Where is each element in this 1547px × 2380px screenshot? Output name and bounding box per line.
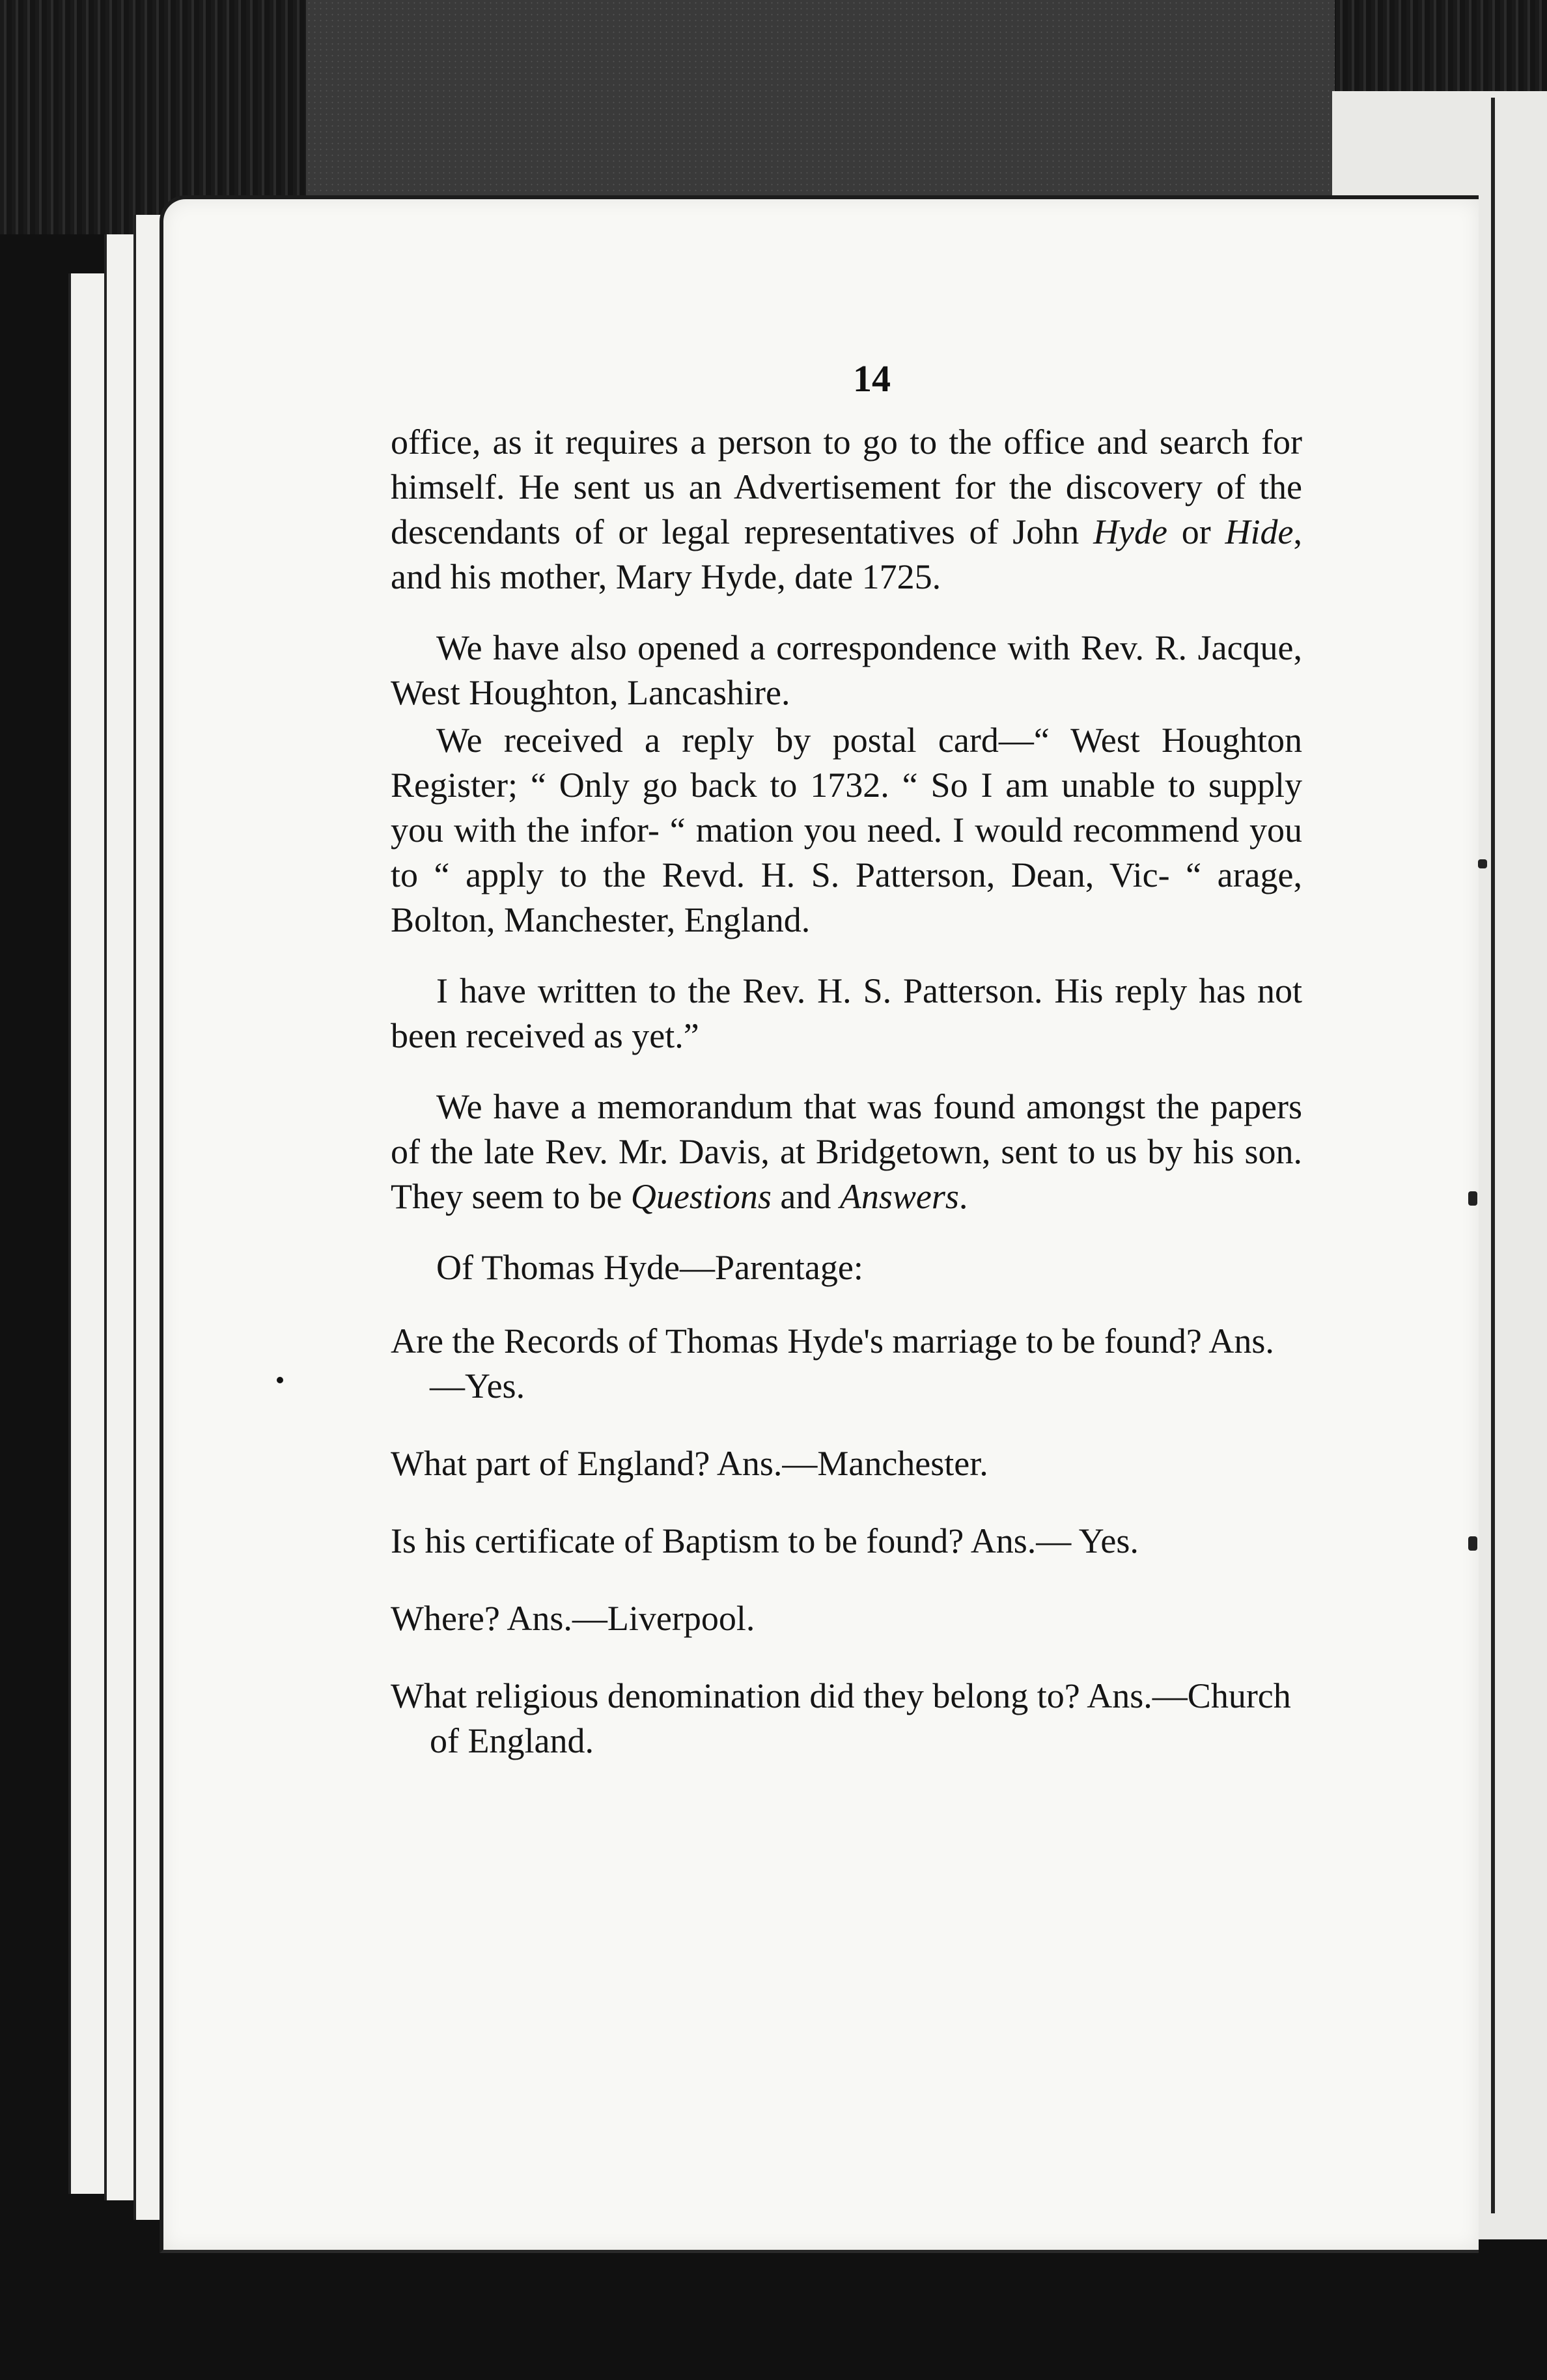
qa-item (391, 1519, 1302, 1564)
qa-item (391, 1674, 1302, 1764)
text-run: Of Thomas Hyde—Parentage: (436, 1248, 863, 1287)
binding-mark (1468, 1191, 1477, 1206)
paragraph (391, 1085, 1302, 1219)
page-gutter-line (1491, 98, 1495, 2213)
qa-item (391, 1319, 1302, 1409)
text-run: I have written to the Rev. H. S. Patterson. His reply has not been received as yet.” (391, 971, 1302, 1055)
page-number: 14 (853, 357, 891, 400)
text-run: We received a reply by postal card—“ West Houghton Register; “ Only go back to 1732. “ So I am unable to supply you with the infor- “ mation you need. I would recommend you to “ apply to the Revd. H. S. Patterson, Dean, Vic- “ arage, Bolton, Manchester, England. (391, 721, 1302, 939)
qa-item (391, 1441, 1302, 1486)
answer-text: Ans.—Church of England. (430, 1676, 1291, 1760)
paragraph (391, 969, 1302, 1059)
qa-list (391, 1319, 1302, 1764)
paragraph (391, 1245, 1302, 1290)
paragraph (391, 626, 1302, 715)
text-run: office, as it requires a person to go to the office and search for himself. He sent us an Advertisement for the discovery of the descendants of or legal representatives of John (391, 422, 1302, 551)
qa-item (391, 1596, 1302, 1641)
page-text (391, 420, 1302, 1796)
text-run: or (1167, 512, 1225, 551)
text-run: and (771, 1177, 840, 1216)
paragraph (391, 420, 1302, 600)
italic-text: Answers (839, 1177, 959, 1216)
paragraph (391, 718, 1302, 943)
question-text: Is his certificate of Baptism to be found? (391, 1521, 971, 1560)
text-run: We have also opened a correspondence with Rev. R. Jacque, West Houghton, Lancashire. (391, 628, 1302, 712)
scan-background-strip (306, 0, 1335, 202)
binding-mark (1468, 1536, 1477, 1551)
text-run: We have a memorandum that was found amongst the papers of the late Rev. Mr. Davis, at Bridgetown, sent to us by his son. They seem to be (391, 1087, 1302, 1216)
question-text: What religious denomination did they belong to? (391, 1676, 1087, 1715)
question-text: Are the Records of Thomas Hyde's marriage to be found? (391, 1321, 1209, 1361)
answer-text: Ans.—Yes. (430, 1321, 1274, 1405)
question-text: Where? (391, 1599, 507, 1638)
italic-text: Hide (1225, 512, 1294, 551)
answer-text: Ans.—Liverpool. (507, 1599, 755, 1638)
text-run: . (958, 1177, 968, 1216)
answer-text: Ans.—Manchester. (716, 1444, 988, 1483)
answer-text: Ans.— Yes. (970, 1521, 1139, 1560)
ink-dot (277, 1377, 283, 1383)
italic-text: Questions (630, 1177, 772, 1216)
text-run: , and his mother, Mary Hyde, date 1725. (391, 512, 1302, 596)
italic-text: Hyde (1093, 512, 1167, 551)
question-text: What part of England? (391, 1444, 717, 1483)
binding-mark (1478, 859, 1487, 868)
